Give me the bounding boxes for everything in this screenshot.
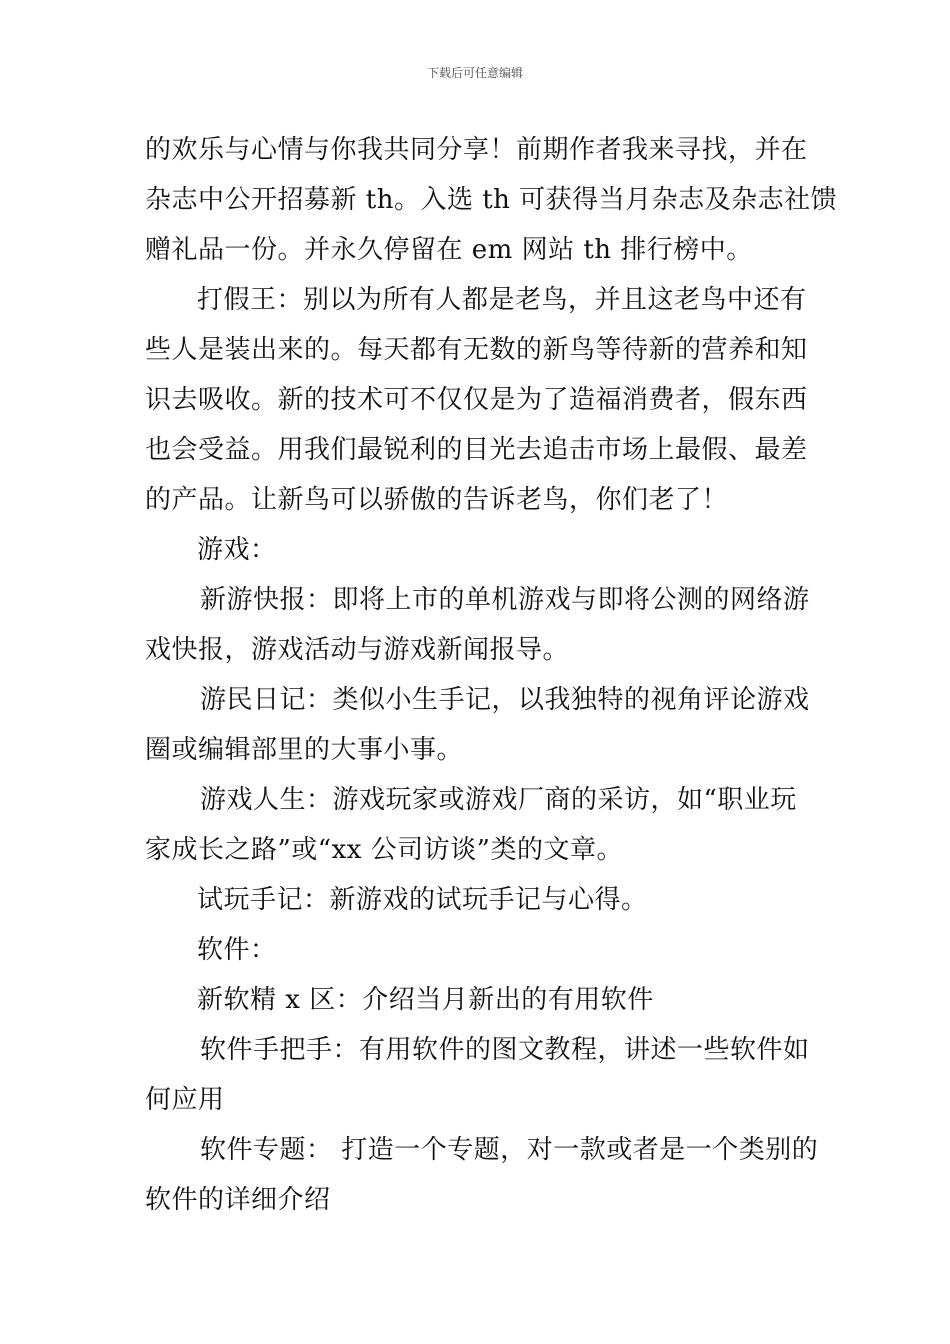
section-heading-software: [145, 925, 815, 975]
paragraph-gamer-diary: [145, 675, 815, 775]
paragraph-intro-continued: [145, 125, 838, 275]
text-line: 软件：: [197, 935, 277, 965]
text-line: 游民日记：类似小生手记，以我独特的视角评论游戏: [200, 685, 810, 715]
paragraph-new-games: [145, 575, 815, 675]
text-line: 新软精 x 区：介绍当月新出的有用软件: [197, 985, 654, 1015]
text-line: 软件专题： 打造一个专题，对一款或者是一个类别的: [200, 1135, 819, 1165]
paragraph-trial-notes: [145, 875, 815, 925]
text-line: 赠礼品一份。并永久停留在 em 网站 th 排行榜中。: [145, 235, 753, 265]
document-body: [145, 125, 838, 1225]
paragraph-software-tutorial: [145, 1025, 815, 1125]
text-line: 软件的详细介绍: [145, 1185, 331, 1215]
section-heading-games: [145, 525, 815, 575]
text-line: 家成长之路”或“xx 公司访谈”类的文章。: [145, 835, 623, 865]
text-line: 游戏人生：游戏玩家或游戏厂商的采访，如“职业玩: [200, 785, 797, 815]
text-line: 杂志中公开招募新 th。入选 th 可获得当月杂志及杂志社馈: [145, 185, 838, 215]
text-line: 圈或编辑部里的大事小事。: [145, 735, 464, 765]
text-line: 何应用: [145, 1085, 225, 1115]
paragraph-game-life: [145, 775, 815, 875]
text-line: 戏快报，游戏活动与游戏新闻报导。: [145, 635, 570, 665]
text-line: 也会受益。用我们最锐利的目光去追击市场上最假、最差: [145, 435, 808, 465]
text-line: 些人是装出来的。每天都有无数的新鸟等待新的营养和知: [145, 335, 808, 365]
page-header: 下载后可任意编辑: [426, 66, 523, 80]
text-line: 新游快报：即将上市的单机游戏与即将公测的网络游: [200, 585, 810, 615]
text-line: 的产品。让新鸟可以骄傲的告诉老鸟，你们老了！: [145, 485, 729, 515]
paragraph-dajiawang: [145, 275, 815, 525]
text-line: 游戏：: [197, 535, 277, 565]
text-line: 打假王：别以为所有人都是老鸟，并且这老鸟中还有: [197, 285, 807, 315]
paragraph-new-software: [145, 975, 815, 1025]
text-line: 识去吸收。新的技术可不仅仅是为了造福消费者，假东西: [145, 385, 808, 415]
paragraph-software-topic: [145, 1125, 819, 1225]
text-line: 试玩手记：新游戏的试玩手记与心得。: [197, 885, 648, 915]
text-line: 软件手把手：有用软件的图文教程，讲述一些软件如: [200, 1035, 810, 1065]
text-line: 的欢乐与心情与你我共同分享！前期作者我来寻找，并在: [145, 135, 808, 165]
